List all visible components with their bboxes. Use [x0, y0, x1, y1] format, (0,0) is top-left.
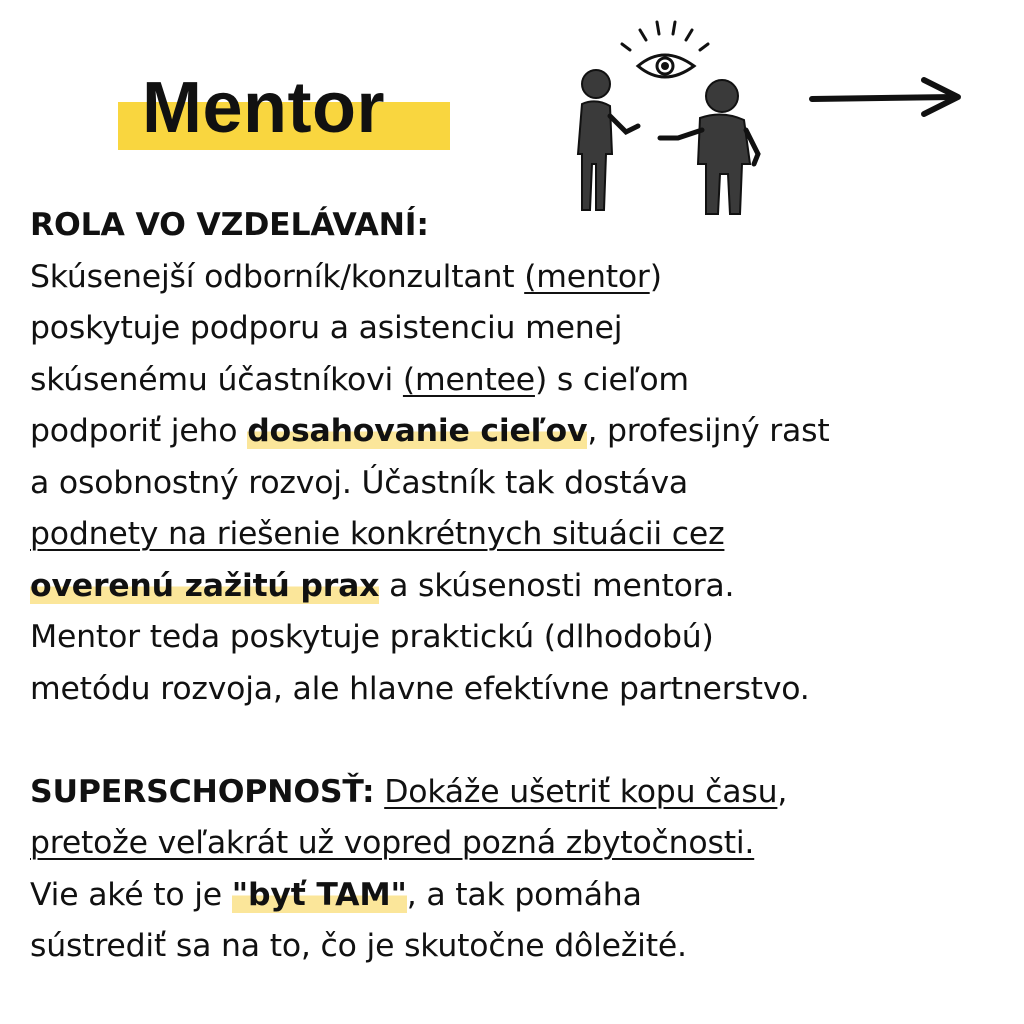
page-title: Mentor — [142, 68, 385, 148]
highlight-goals: dosahovanie cieľov — [247, 413, 588, 449]
superpower-heading: SUPERSCHOPNOSŤ: — [30, 773, 375, 810]
role-line: metódu rozvoja, ale hlavne efektívne partnerstvo. — [30, 670, 810, 707]
superpower-line: SUPERSCHOPNOSŤ: Dokáže ušetriť kopu času, — [30, 773, 788, 810]
highlight-be-there: "byť TAM" — [231, 876, 407, 913]
role-line: a osobnostný rozvoj. Účastník tak dostáva — [30, 464, 689, 501]
superpower-line: sústrediť sa na to, čo je skutočne dôležité. — [30, 928, 687, 964]
two-people-with-eye-icon — [560, 14, 790, 224]
highlight-practice: overenú zažitú prax — [30, 567, 380, 604]
role-line: Mentor teda poskytuje praktickú (dlhodobú) — [30, 619, 714, 655]
arrow-right-icon — [806, 72, 966, 122]
role-heading: ROLA VO VZDELÁVANÍ: — [30, 207, 429, 243]
role-line: skúsenému účastníkovi (mentee) s cieľom — [30, 361, 689, 398]
superpower-line: Vie aké to je "byť TAM", a tak pomáha — [30, 876, 642, 913]
role-line: poskytuje podporu a asistenciu menej — [30, 310, 623, 346]
content-text — [30, 200, 1020, 973]
role-line: podnety na riešenie konkrétnych situácii cez — [30, 516, 725, 552]
superpower-line: pretože veľakrát už vopred pozná zbytočnosti. — [30, 825, 755, 861]
role-line: overenú zažitú prax a skúsenosti mentora. — [30, 567, 735, 604]
title-block — [118, 62, 450, 154]
role-line: podporiť jeho dosahovanie cieľov, profesijný rast — [30, 413, 830, 449]
role-line: Skúsenejší odborník/konzultant (mentor) — [30, 258, 662, 295]
